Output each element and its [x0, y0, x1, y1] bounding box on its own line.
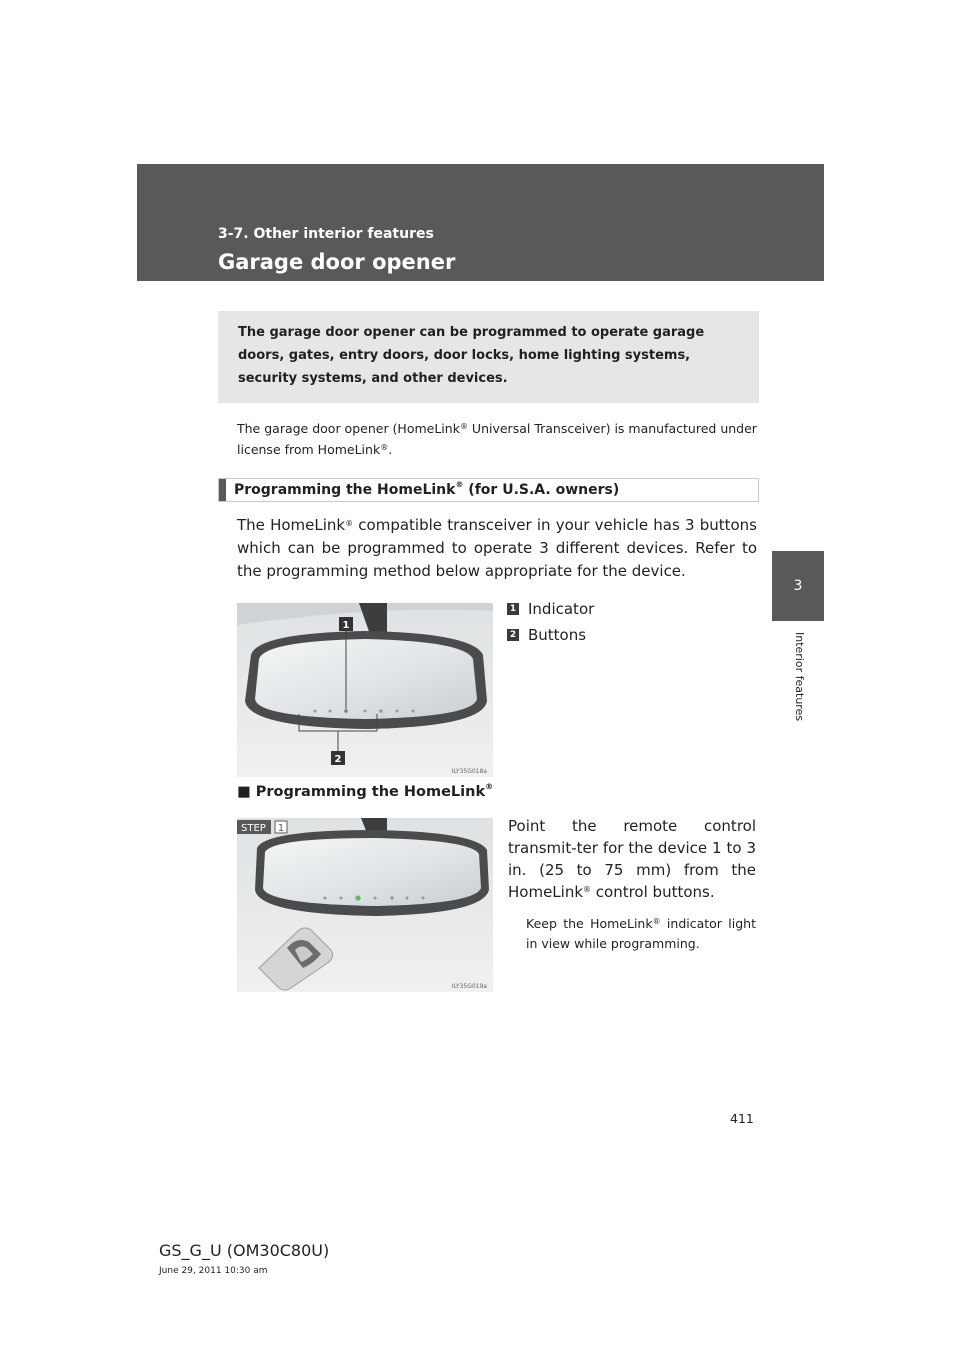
mirror-figure-1: [237, 603, 493, 777]
mirror-illustration: [237, 603, 493, 777]
registered-mark: ®: [459, 422, 468, 431]
legend-item-buttons: [507, 626, 586, 644]
mirror-figure-2: [237, 818, 493, 992]
document-code: GS_G_U (OM30C80U): [159, 1241, 330, 1260]
body-paragraph: The HomeLink® compatible transceiver in your vehicle has 3 buttons which can be programmed to operate 3 different devices. Refer to the programming method below appropriate for the device.: [237, 516, 757, 580]
mirror-remote-illustration: [237, 818, 493, 992]
step-1-note: Keep the HomeLink® indicator light in view while programming.: [526, 916, 756, 951]
section-label: 3-7. Other interior features: [218, 226, 434, 242]
legend-number: 1: [507, 603, 519, 615]
callout-1: 1: [342, 620, 350, 631]
section-heading: [218, 478, 759, 502]
section-heading-text: Programming the HomeLink® (for U.S.A. owners): [234, 480, 620, 498]
callout-2: 2: [334, 754, 342, 765]
page-title: Garage door opener: [218, 250, 456, 274]
heading-bar: [219, 479, 226, 501]
chapter-tab: [772, 551, 824, 621]
legend-item-indicator: [507, 600, 594, 618]
license-note: The garage door opener (HomeLink® Universal Transceiver) is manufactured under license from HomeLink®.: [237, 421, 757, 457]
legend-label: Buttons: [528, 626, 587, 644]
figure-code-2: ILY35G019a: [451, 983, 487, 990]
print-timestamp: June 29, 2011 10:30 am: [159, 1266, 268, 1276]
legend-number: 2: [507, 629, 519, 641]
registered-mark: ®: [380, 443, 389, 452]
step-number: 1: [277, 823, 285, 834]
page-number: 411: [730, 1111, 754, 1126]
chapter-label: Interior features: [793, 632, 806, 722]
chapter-number: 3: [793, 578, 803, 594]
subsection-heading: ■ Programming the HomeLink®: [237, 782, 494, 800]
step-label: STEP: [241, 823, 266, 834]
square-bullet-icon: ■: [237, 784, 251, 800]
intro-box: The garage door opener can be programmed to operate garage doors, gates, entry doors, door locks, home lighting systems, security systems, and other devices.: [218, 311, 759, 403]
step-1-text: Point the remote control transmit-ter for the device 1 to 3 in. (25 to 75 mm) from the HomeLink® control buttons.: [508, 817, 756, 901]
figure-code-1: ILY35G018a: [451, 768, 487, 775]
legend-label: Indicator: [528, 600, 595, 618]
